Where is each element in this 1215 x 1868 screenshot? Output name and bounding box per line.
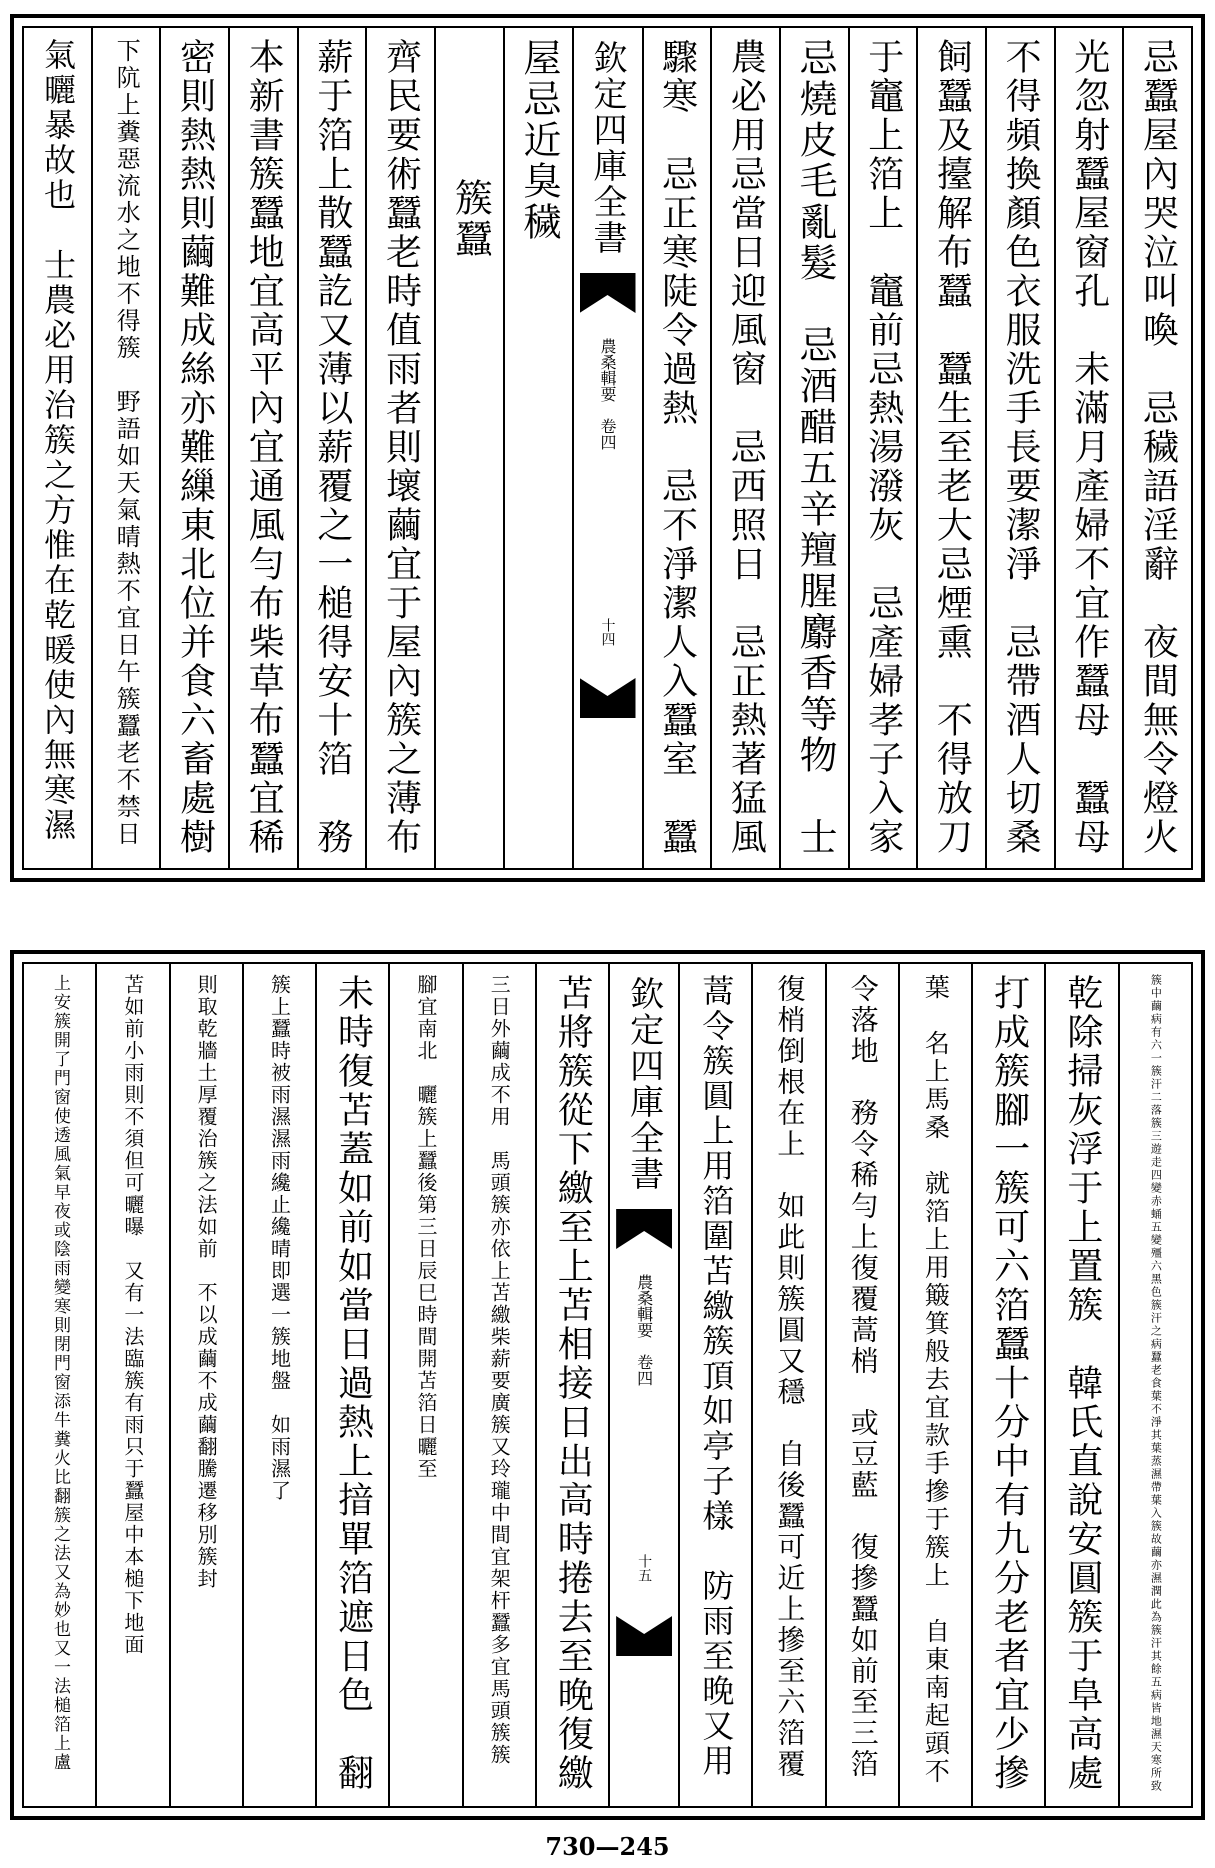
column-text: 三日外繭成不用 馬頭簇亦依上苫繳柴薪要廣簇又玲瓏中間宜架杆蠶多宜馬頭簇簇 <box>487 974 512 1766</box>
column-text: 簇上蠶時被雨濕濕雨纔止纔晴即選一簇地盤 如雨濕了 <box>267 974 292 1502</box>
column-text: 農必用忌當日迎風窗 忌西照日 忌正熱著猛風 <box>725 38 767 857</box>
gutter-title: 欽定四庫全書 <box>587 40 627 256</box>
text-column <box>297 28 366 868</box>
text-column <box>825 964 898 1806</box>
column-text: 光忽射蠶屋窗孔 未滿月產婦不宜作蠶母 蠶母 <box>1068 38 1110 857</box>
column-text: 未時復苫蓋如前如當日過熱上揞單箔遮日色 翻 <box>332 974 374 1793</box>
column-text: 腳宜南北 曬簇上蠶後第三日辰巳時間開苫箔日曬至 <box>413 974 438 1480</box>
column-text: 齊民要術蠶老時值雨者則壞繭宜于屋內簇之薄布 <box>380 38 422 857</box>
fishtail-mark-icon <box>616 1209 672 1249</box>
text-column <box>1044 964 1117 1806</box>
text-column <box>388 964 461 1806</box>
gutter-book <box>633 1274 656 1386</box>
lower-page-inner-border <box>22 962 1193 1808</box>
book-title: 農桑輯要 <box>598 338 617 402</box>
juan-number: 卷四 <box>634 1354 654 1386</box>
text-column <box>1118 964 1191 1806</box>
leaf-number: 十四 <box>599 618 616 646</box>
leaf-number: 十五 <box>636 1554 653 1582</box>
gutter-title: 欽定四庫全書 <box>623 976 664 1192</box>
column-text: 屋忌近臭穢 <box>517 38 562 243</box>
text-column <box>462 964 535 1806</box>
column-text: 氣曬暴故也 士農必用治簇之方惟在乾暖使內無寒濕 <box>38 38 77 843</box>
center-gutter <box>608 964 678 1806</box>
column-text: 復梢倒根在上 如此則簇圓又穩 自後蠶可近上摻至六箔覆 <box>773 974 807 1780</box>
fishtail-mark-icon <box>580 273 636 313</box>
upper-page-frame <box>10 14 1205 882</box>
text-column <box>779 28 848 868</box>
column-text: 于竈上箔上 竈前忌熱湯潑灰 忌產婦孝子入家 <box>862 38 904 857</box>
column-text: 飼蠶及擡解布蠶 蠶生至老大忌煙熏 不得放刀 <box>931 38 973 857</box>
text-column <box>916 28 985 868</box>
column-text: 苫將簇從下繳至上苫相接日出高時捲去至晚復繳 <box>552 974 594 1793</box>
text-column <box>242 964 315 1806</box>
text-column <box>95 964 168 1806</box>
column-text: 打成簇腳一簇可六箔蠶十分中有九分老者宜少摻 <box>988 974 1030 1793</box>
column-text: 驟寒 忌正寒陡令過熱 忌不淨潔人入蠶室 蠶 <box>656 38 698 857</box>
text-column <box>898 964 971 1806</box>
text-column <box>91 28 160 868</box>
text-column <box>503 28 572 868</box>
text-column <box>434 28 503 868</box>
column-text: 乾除掃灰浮于上置簇 韓氏直說安圓簇于阜高處 <box>1061 974 1103 1793</box>
juan-number: 卷四 <box>598 418 617 450</box>
column-text: 不得頻換顏色衣服洗手長要潔淨 忌帶酒人切桑 <box>1000 38 1042 857</box>
text-column <box>985 28 1054 868</box>
lower-page-frame <box>10 950 1205 1820</box>
fishtail-mark-icon <box>616 1616 672 1656</box>
column-text: 苫如前小雨則不須但可曬曝 又有一法臨簇有雨只于蠶屋中本槌下地面 <box>120 974 145 1656</box>
text-column <box>642 28 711 868</box>
column-text: 簇中繭病有六一簇汗二落簇三遊走四變赤蛹五變殭六黑色簇汗之病蠶老食葉不淨其葉蒸濕帶葉入簇故繭亦濕潤此為簇汗其餘五病皆地濕天寒所致 <box>1149 974 1163 1793</box>
text-column <box>971 964 1044 1806</box>
column-text: 則取乾牆土厚覆治簇之法如前 不以成繭不成繭翻騰遷移別簇封 <box>194 974 219 1590</box>
text-column <box>228 28 297 868</box>
text-column <box>365 28 434 868</box>
gutter-book <box>596 338 619 450</box>
column-text: 蒿令簇圓上用箔圍苫繳簇頂如亭子樣 防雨至晚又用 <box>697 974 736 1779</box>
column-text: 忌燒皮毛亂髮 忌酒醋五辛羶腥麝香等物 士 <box>793 38 838 858</box>
column-text: 下阬上糞惡流水之地不得簇 野語如天氣晴熱不宜日午簇蠶老不禁日 <box>112 38 141 848</box>
upper-page-inner-border <box>22 26 1193 870</box>
column-text: 密則熱熱則繭難成絲亦難繅東北位并食六畜處樹 <box>174 38 216 857</box>
text-column <box>24 964 95 1806</box>
column-text: 上安簇開了門窗使透風氣早夜或陰雨變寒則閉門窗添牛糞火比翻簇之法又為妙也又一法槌箔上盧 <box>49 974 70 1772</box>
column-text: 忌蠶屋內哭泣叫喚 忌穢語淫辭 夜間無令燈火 <box>1137 38 1179 857</box>
text-column <box>751 964 824 1806</box>
text-column <box>710 28 779 868</box>
section-heading: 簇蠶 <box>448 178 493 260</box>
text-column <box>169 964 242 1806</box>
text-column <box>1054 28 1123 868</box>
text-column <box>1122 28 1191 868</box>
column-text: 葉 名上馬桑 就箔上用簸箕般去宜款手摻于簇上 自東南起頭不 <box>921 974 951 1786</box>
text-column <box>315 964 388 1806</box>
text-column <box>159 28 228 868</box>
column-text: 本新書簇蠶地宜高平內宜通風勻布柴草布蠶宜稀 <box>243 38 285 857</box>
page-number: 730—245 <box>545 1832 670 1861</box>
column-text: 薪于箔上散蠶訖又薄以薪覆之一槌得安十箔 務 <box>311 38 353 857</box>
fishtail-mark-icon <box>580 678 636 718</box>
text-column <box>678 964 751 1806</box>
column-text: 令落地 務令稀勻上復覆蒿梢 或豆藍 復摻蠶如前至三箔 <box>846 974 880 1780</box>
center-gutter <box>572 28 642 868</box>
book-title: 農桑輯要 <box>634 1274 654 1338</box>
text-column <box>24 28 91 868</box>
text-column <box>535 964 608 1806</box>
text-column <box>848 28 917 868</box>
